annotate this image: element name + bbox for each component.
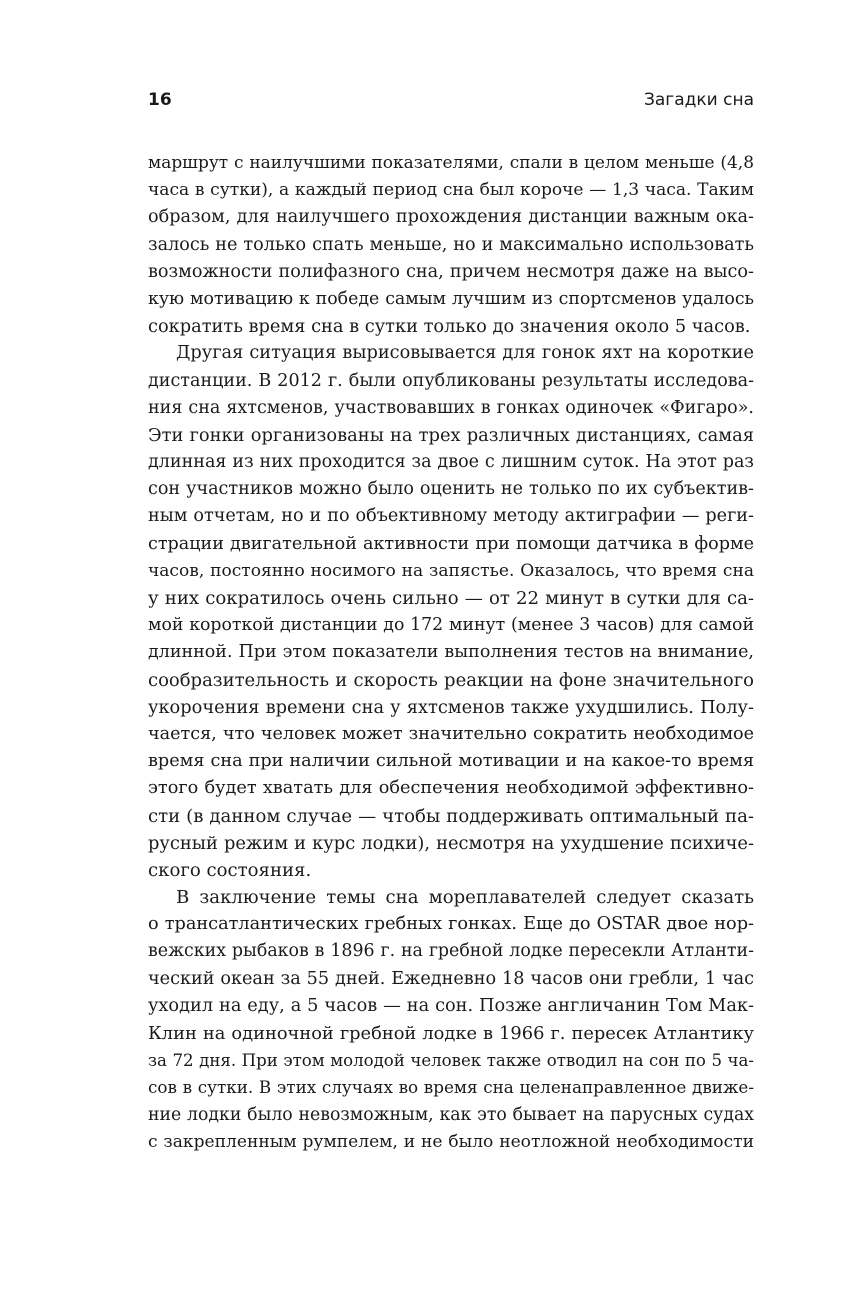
text-line: сти (в данном случае — чтобы поддерживать оптимальный па- (148, 805, 754, 827)
text-line: В заключение темы сна мореплавателей следует сказать (176, 887, 754, 909)
text-line: уходил на еду, а 5 часов — на сон. Позже англичанин Том Мак- (148, 995, 754, 1016)
text-line: часа в сутки), а каждый период сна был короче — 1,3 часа. Таким (148, 180, 754, 201)
text-line: ческий океан за 55 дней. Ежедневно 18 часов они гребли, 1 час (148, 968, 754, 989)
text-line: залось не только спать меньше, но и максимально использовать (148, 234, 754, 255)
text-line: Другая ситуация вырисовывается для гонок яхт на короткие (176, 343, 754, 364)
text-line: сон участников можно было оценить не только по их субъектив- (148, 479, 754, 500)
text-line: время сна при наличии сильной мотивации и на какое-то время (148, 751, 754, 772)
text-line: Эти гонки организованы на трех различных дистанциях, самая (148, 424, 754, 446)
text-line: этого будет хватать для обеспечения необходимой эффективно- (148, 778, 754, 799)
running-head: Загадки сна (643, 90, 754, 110)
text-line: укорочения времени сна у яхтсменов также ухудшились. Полу- (148, 696, 754, 718)
text-line: сов в сутки. В этих случаях во время сна целенаправленное движе- (148, 1077, 754, 1098)
text-line: с закрепленным румпелем, и не было неотложной необходимости (148, 1131, 754, 1152)
text-line: ным отчетам, но и по объективному методу актиграфии — реги- (148, 506, 754, 527)
text-line: ского состояния. (148, 859, 312, 881)
text-line: возможности полифазного сна, причем несмотря даже на высо- (148, 261, 754, 282)
text-line: мой короткой дистанции до 172 минут (менее 3 часов) для самой (148, 615, 754, 636)
text-line: ние лодки было невозможным, как это бывает на парусных судах (148, 1104, 754, 1125)
body-text (148, 150, 754, 1156)
text-line: вежских рыбаков в 1896 г. на гребной лодке пересекли Атланти- (148, 941, 754, 962)
text-line: у них сократилось очень сильно — от 22 минут в сутки для са- (148, 588, 754, 609)
text-line: ния сна яхтсменов, участвовавших в гонках одиночек «Фигаро». (148, 397, 754, 418)
text-line: маршрут с наилучшими показателями, спали в целом меньше (4,8 (148, 153, 754, 173)
text-line: сообразительность и скорость реакции на фоне значительного (148, 669, 754, 691)
text-line: часов, постоянно носимого на запястье. Оказалось, что время сна (148, 560, 754, 581)
text-line: за 72 дня. При этом молодой человек также отводил на сон по 5 ча- (148, 1051, 754, 1071)
text-line: кую мотивацию к победе самым лучшим из спортсменов удалось (148, 288, 754, 309)
text-line: Клин на одиночной гребной лодке в 1966 г. пересек Атлантику (148, 1023, 754, 1044)
text-line: страции двигательной активности при помощи датчика в форме (148, 533, 754, 554)
text-line: длинная из них проходится за двое с лишним суток. На этот раз (148, 452, 754, 473)
text-line: русный режим и курс лодки), несмотря на ухудшение психиче- (148, 832, 754, 854)
text-line: длинной. При этом показатели выполнения тестов на внимание, (148, 642, 754, 663)
text-line: чается, что человек может значительно сократить необходимое (148, 723, 754, 744)
text-line: сократить время сна в сутки только до значения около 5 часов. (148, 316, 751, 338)
text-line: дистанции. В 2012 г. были опубликованы результаты исследова- (148, 370, 754, 391)
text-line: образом, для наилучшего прохождения дистанции важным ока- (148, 207, 754, 228)
text-line: о трансатлантических гребных гонках. Еще до OSTAR двое нор- (148, 914, 754, 935)
page-number: 16 (148, 90, 172, 110)
page-header (148, 86, 754, 114)
